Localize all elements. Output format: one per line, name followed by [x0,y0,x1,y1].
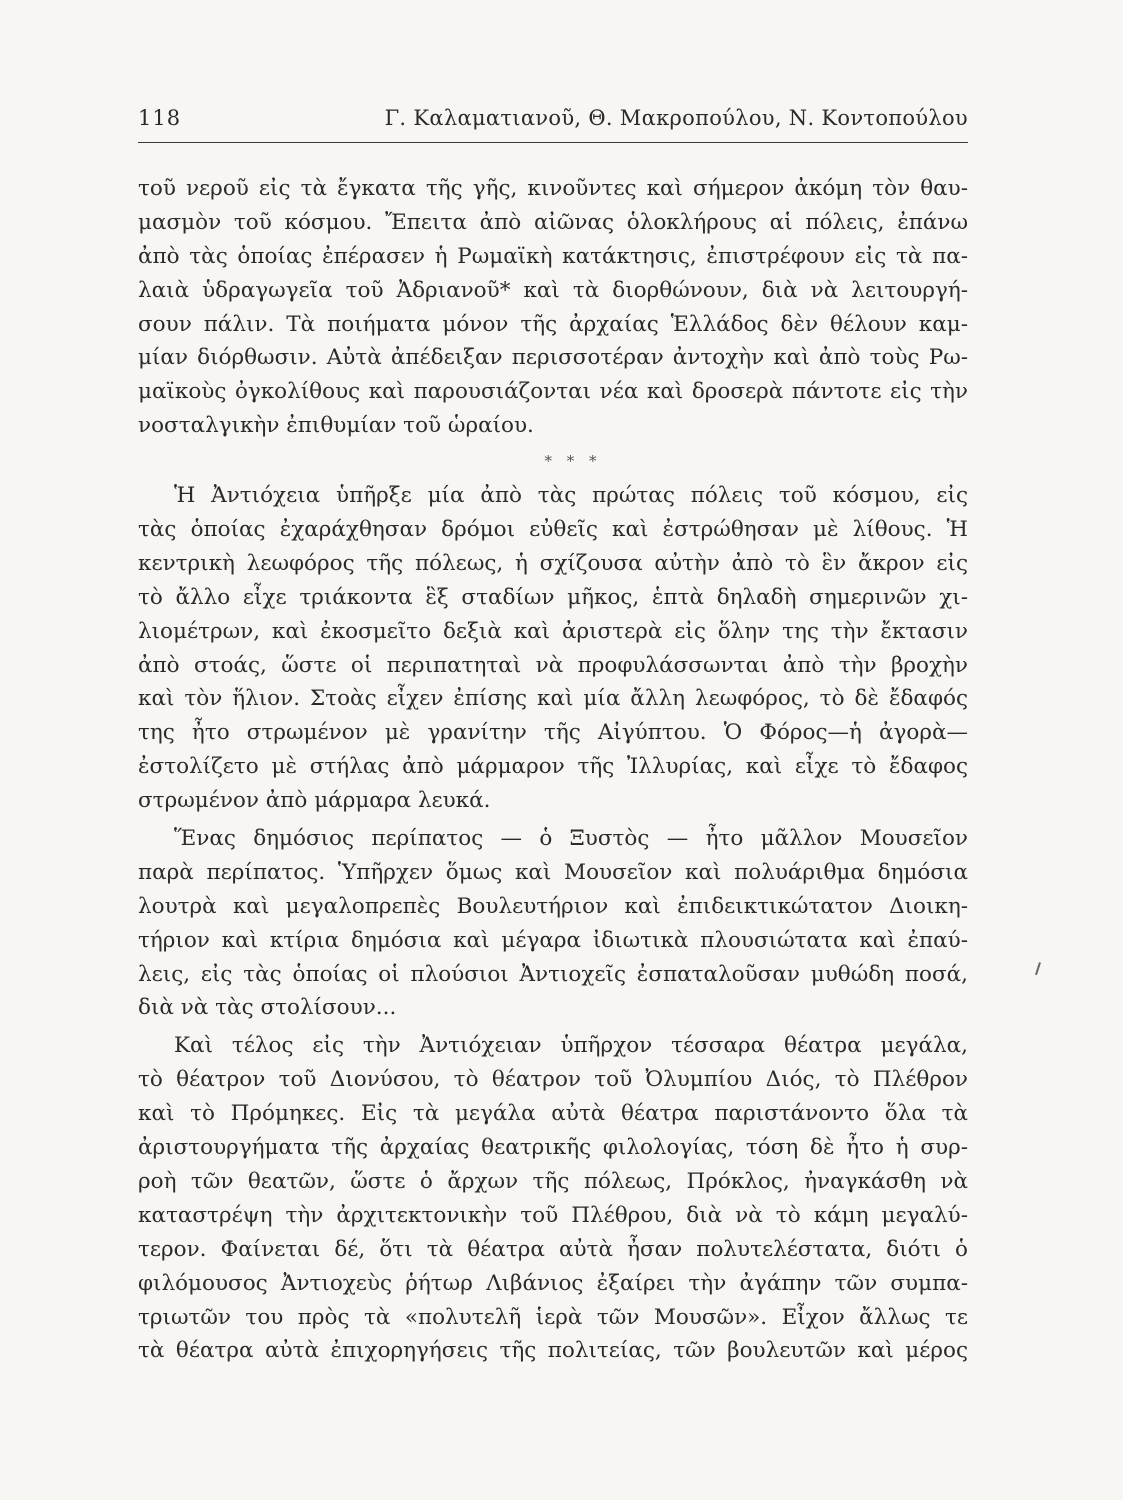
text-line: λουτρὰ καὶ μεγαλοπρεπὲς Βουλευτήριον καὶ ἐπιδεικτικώτατον Διοικη- [138,893,968,919]
paragraph-2 [138,479,968,818]
text-line: καὶ τὸ Πρόμηκες. Εἰς τὰ μεγάλα αὐτὰ θέατρα παριστάνοντο ὅλα τὰ [138,1101,968,1127]
running-head: Γ. Καλαματιανοῦ, Θ. Μακροπούλου, Ν. Κοντοπούλου [384,106,968,130]
text-line: ἀπὸ στοάς, ὥστε οἱ περιπατηταὶ νὰ προφυλάσσωνται ἀπὸ τὴν βροχὴν [138,652,968,678]
text-line: καὶ τὸν ἥλιον. Στοὰς εἶχεν ἐπίσης καὶ μία ἄλλη λεωφόρος, τὸ δὲ ἔδαφός [138,686,968,712]
text-line: σουν πάλιν. Τὰ ποιήματα μόνον τῆς ἀρχαίας Ἑλλάδος δὲν θέλουν καμ- [138,311,968,337]
text-line: στρωμένον ἀπὸ μάρμαρα λευκά. [138,788,491,814]
text-line: τὸ ἄλλο εἶχε τριάκοντα ἓξ σταδίων μῆκος, ἑπτὰ δηλαδὴ σημερινῶν χι- [138,584,968,610]
page-header [138,106,968,143]
text-line: μαϊκοὺς ὀγκολίθους καὶ παρουσιάζονται νέα καὶ δροσερὰ πάντοτε εἰς τὴν [138,379,968,405]
text-line: τριωτῶν του πρὸς τὰ «πολυτελῆ ἱερὰ τῶν Μουσῶν». Εἶχον ἄλλως τε [138,1304,968,1330]
text-line: διὰ νὰ τὰς στολίσουν... [138,995,397,1021]
text-line: ροὴ τῶν θεατῶν, ὥστε ὁ ἄρχων τῆς πόλεως, Πρόκλος, ἠναγκάσθη νὰ [138,1168,968,1194]
text-line: φιλόμουσος Ἀντιοχεὺς ῥήτωρ Λιβάνιος ἐξαίρει τὴν ἀγάπην τῶν συμπα- [138,1270,968,1296]
paragraph-3 [138,822,968,1025]
text-line: τὰς ὁποίας ἐχαράχθησαν δρόμοι εὐθεῖς καὶ ἐστρώθησαν μὲ λίθους. Ἡ [138,517,968,543]
page-number: 118 [138,106,182,130]
text-line: τερον. Φαίνεται δέ, ὅτι τὰ θέατρα αὐτὰ ἦσαν πολυτελέστατα, διότι ὁ [138,1236,968,1262]
text-line: ἐστολίζετο μὲ στήλας ἀπὸ μάρμαρον τῆς Ἰλλυρίας, καὶ εἶχε τὸ ἔδαφος [138,754,968,780]
text-line: κεντρικὴ λεωφόρος τῆς πόλεως, ἡ σχίζουσα αὐτὴν ἀπὸ τὸ ἓν ἄκρον εἰς [138,550,968,576]
paragraph-4 [138,1029,968,1368]
text-line: καταστρέψη τὴν ἀρχιτεκτονικὴν τοῦ Πλέθρου, διὰ νὰ τὸ κάμη μεγαλύ- [138,1202,968,1228]
text-line: λαιὰ ὑδραγωγεῖα τοῦ Ἀδριανοῦ* καὶ τὰ διορθώνουν, διὰ νὰ λειτουργή- [138,277,968,303]
text-line: τήριον καὶ κτίρια δημόσια καὶ μέγαρα ἰδιωτικὰ πλουσιώτατα καὶ ἐπαύ- [138,927,968,953]
section-separator: * * * [544,452,602,471]
text-line: ἀριστουργήματα τῆς ἀρχαίας θεατρικῆς φιλολογίας, τόση δὲ ἦτο ἡ συρ- [138,1135,968,1161]
text-line: Ἡ Ἀντιόχεια ὑπῆρξε μία ἀπὸ τὰς πρώτας πόλεις τοῦ κόσμου, εἰς [174,483,968,509]
text-line: παρὰ περίπατος. Ὑπῆρχεν ὅμως καὶ Μουσεῖον καὶ πολυάριθμα δημόσια [138,859,968,885]
text-line: μίαν διόρθωσιν. Αὐτὰ ἀπέδειξαν περισσοτέραν ἀντοχὴν καὶ ἀπὸ τοὺς Ρω- [138,345,968,371]
text-line: μασμὸν τοῦ κόσμου. Ἔπειτα ἀπὸ αἰῶνας ὁλοκλήρους αἱ πόλεις, ἐπάνω [138,209,968,235]
text-line: Καὶ τέλος εἰς τὴν Ἀντιόχειαν ὑπῆρχον τέσσαρα θέατρα μεγάλα, [174,1033,968,1059]
text-line: Ἕνας δημόσιος περίπατος — ὁ Ξυστὸς — ἦτο μᾶλλον Μουσεῖον [174,826,968,852]
text-line: της ἦτο στρωμένον μὲ γρανίτην τῆς Αἰγύπτου. Ὁ Φόρος—ἡ ἀγορὰ— [138,720,968,746]
paragraph-1 [138,172,968,443]
text-line: τὰ θέατρα αὐτὰ ἐπιχορηγήσεις τῆς πολιτείας, τῶν βουλευτῶν καὶ μέρος [138,1338,968,1364]
text-line: τοῦ νεροῦ εἰς τὰ ἔγκατα τῆς γῆς, κινοῦντες καὶ σήμερον ἀκόμη τὸν θαυ- [138,176,968,201]
margin-pencil-mark [1035,962,1040,975]
text-line: ἀπὸ τὰς ὁποίας ἐπέρασεν ἡ Ρωμαϊκὴ κατάκτησις, ἐπιστρέφουν εἰς τὰ πα- [138,243,968,269]
text-line: τὸ θέατρον τοῦ Διονύσου, τὸ θέατρον τοῦ Ὀλυμπίου Διός, τὸ Πλέθρον [138,1067,968,1093]
text-line: λεις, εἰς τὰς ὁποίας οἱ πλούσιοι Ἀντιοχεῖς ἐσπαταλοῦσαν μυθώδη ποσά, [138,961,968,987]
body-text [138,172,968,1368]
text-line: νοσταλγικὴν ἐπιθυμίαν τοῦ ὡραίου. [138,413,534,439]
text-line: λιομέτρων, καὶ ἐκοσμεῖτο δεξιὰ καὶ ἀριστερὰ εἰς ὅλην της τὴν ἔκτασιν [138,618,968,644]
